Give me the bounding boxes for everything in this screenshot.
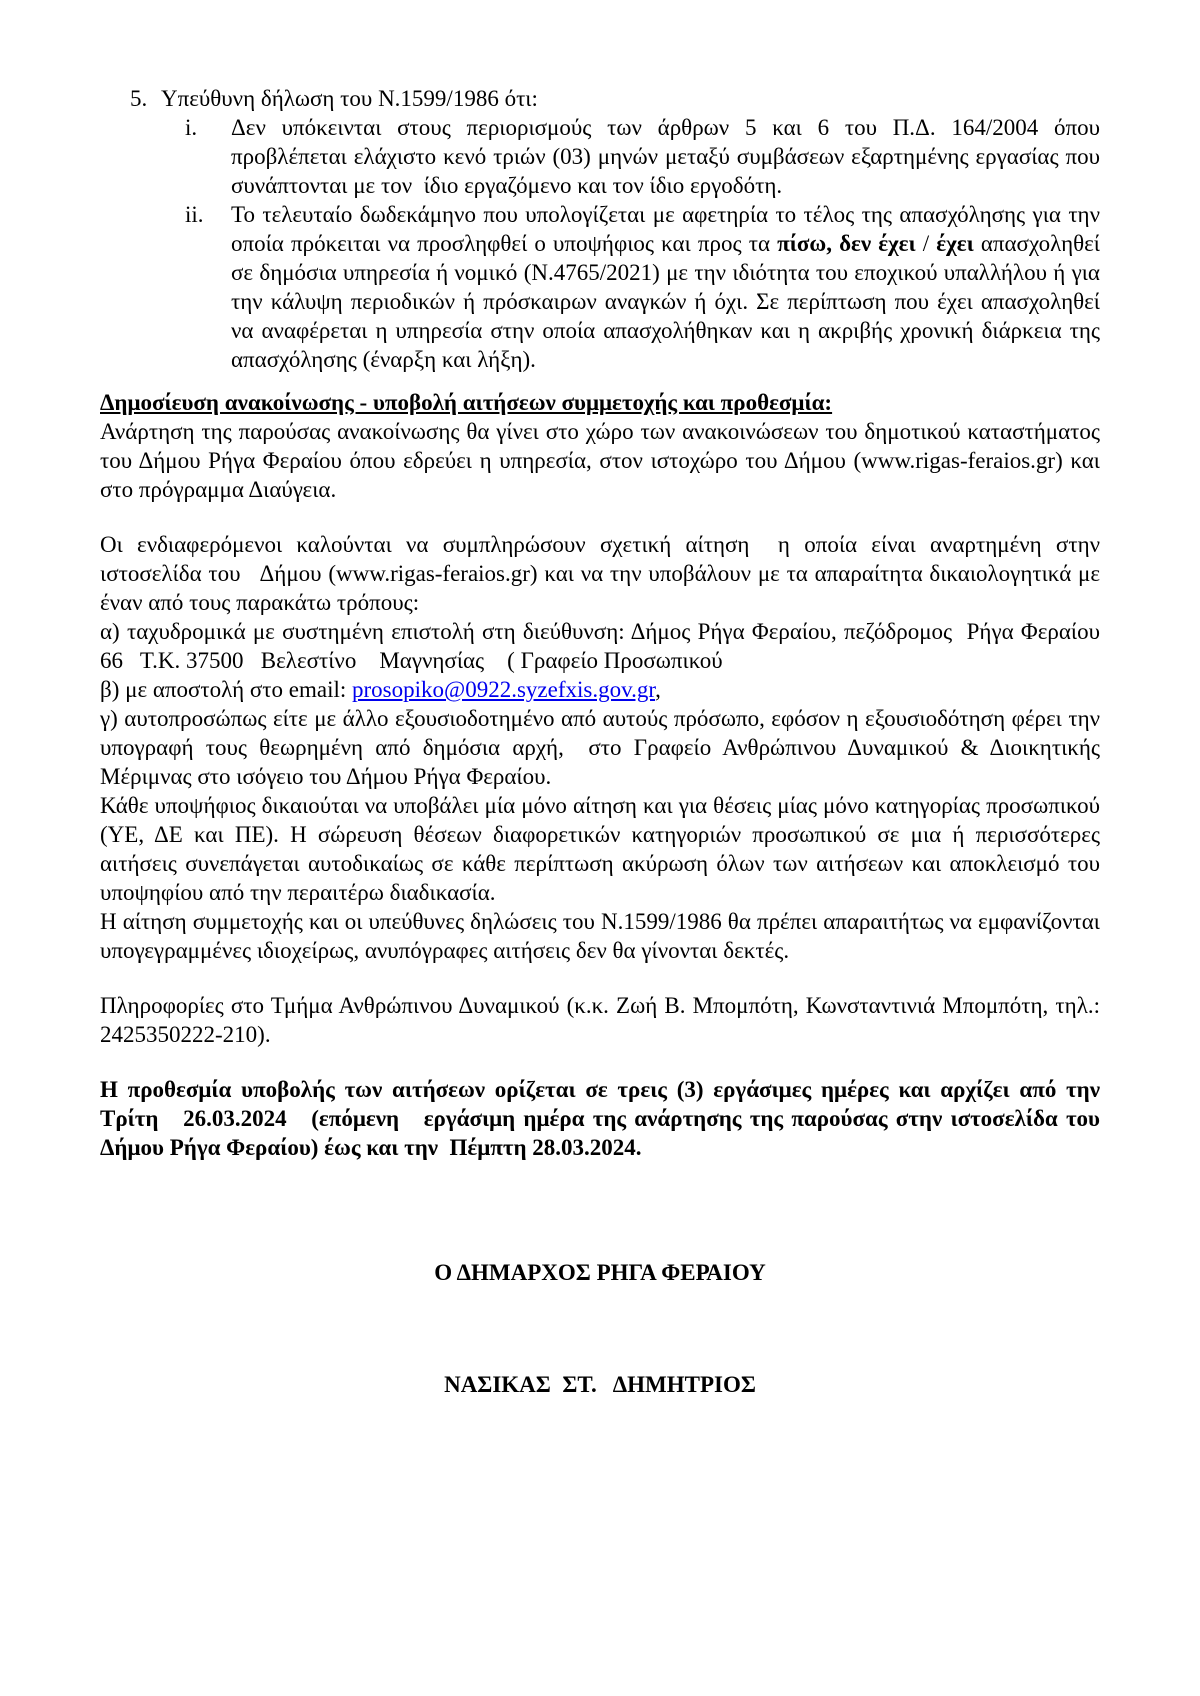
sub-item-i <box>100 113 1106 200</box>
single-application-paragraph: Κάθε υποψήφιος δικαιούται να υποβάλει μία μόνο αίτηση και για θέσεις μίας μόνο κατηγορίας προσωπικού (ΥΕ, ΔΕ και ΠΕ). Η σώρευση θέσεων διαφορετικών κατηγοριών προσωπικού σε μια ή περισσότερες αιτήσεις συνεπάγεται αυτοδικαίως σε κάθε περίπτωση ακύρωση όλων των αιτήσεων και αποκλεισμό του υποψηφίου από την περαιτέρω διαδικασία. <box>100 793 1106 905</box>
list-item-5-number: 5. <box>130 86 148 111</box>
sub-item-ii-bold-echei: έχει <box>936 231 974 256</box>
method-a-paragraph: α) ταχυδρομικά με συστημένη επιστολή στη διεύθυνση: Δήμος Ρήγα Φεραίου, πεζόδρομος Ρήγα Φεραίου 66 Τ.Κ. 37500 Βελεστίνο Μαγνησίας ( Γραφείο Προσωπικού <box>100 619 1106 673</box>
method-b-suffix: , <box>655 677 661 702</box>
method-c-paragraph: γ) αυτοπροσώπως είτε με άλλο εξουσιοδοτημένο από αυτούς πρόσωπο, εφόσον η εξουσιοδότηση φέρει την υπογραφή τους θεωρημένη από δημόσια αρχή, στο Γραφείο Ανθρώπινου Δυναμικού & Διοικητικής Μέριμνας στο ισόγειο του Δήμου Ρήγα Φεραίου. <box>100 706 1106 789</box>
sub-item-ii-text-part1: Το τελευταίο δωδεκάμηνο που υπολογίζεται με αφετηρία το τέλος της απασχόλησης για την οποία πρόκειται να προσληφθεί ο υποψήφιος και προς τα <box>231 202 1106 256</box>
list-item-5 <box>100 84 1100 113</box>
method-b-paragraph <box>100 675 1100 704</box>
signature-requirement-paragraph: Η αίτηση συμμετοχής και οι υπεύθυνες δηλώσεις του Ν.1599/1986 θα πρέπει απαραιτήτως να εμφανίζονται υπογεγραμμένες ιδιοχείρως, ανυπόγραφες αιτήσεις δεν θα γίνονται δεκτές. <box>100 909 1106 963</box>
list-item-5-title: Υπεύθυνη δήλωση του Ν.1599/1986 ότι: <box>161 86 538 111</box>
sub-item-ii-number: ii. <box>185 202 204 227</box>
email-link[interactable]: prosopiko@0922.syzefxis.gov.gr <box>352 677 656 702</box>
sub-item-ii <box>100 200 1106 374</box>
method-b-prefix: β) με αποστολή στο email: <box>100 677 353 702</box>
deadline-paragraph: Η προθεσμία υποβολής των αιτήσεων ορίζεται σε τρεις (3) εργάσιμες ημέρες και αρχίζει από την Τρίτη 26.03.2024 (επόμενη εργάσιμη ημέρα της ανάρτησης της παρούσας στην ιστοσελίδα του Δήμου Ρήγα Φεραίου) έως και την Πέμπτη 28.03.2024. <box>100 1077 1106 1160</box>
signature-name: ΝΑΣΙΚΑΣ ΣΤ. ΔΗΜΗΤΡΙΟΣ <box>444 1372 756 1397</box>
posting-paragraph: Ανάρτηση της παρούσας ανακοίνωσης θα γίνει στο χώρο των ανακοινώσεων του δημοτικού καταστήματος του Δήμου Ρήγα Φεραίου όπου εδρεύει η υπηρεσία, στον ιστοχώρο του Δήμου (www.rigas-feraios.gr) και στο πρόγραμμα Διαύγεια. <box>100 419 1106 502</box>
sub-item-ii-separator: / <box>915 231 937 256</box>
sub-item-ii-bold-den-echei: πίσω, δεν έχει <box>777 231 916 256</box>
sub-item-ii-text-part2: απασχοληθεί σε δημόσια υπηρεσία ή νομικό (Ν.4765/2021) με την ιδιότητα του εποχικού υπαλλήλου ή για την κάλυψη περιοδικών ή πρόσκαιρων αναγκών ή όχι. Σε περίπτωση που έχει απασχοληθεί να αναφέρεται η υπηρεσία στην οποία απασχολήθηκαν και η ακριβής χρονική διάρκεια της απασχόλησης (έναρξη και λήξη). <box>231 231 1106 372</box>
signature-title: Ο ΔΗΜΑΡΧΟΣ ΡΗΓΑ ΦΕΡΑΙΟΥ <box>434 1260 766 1285</box>
section-heading: Δημοσίευση ανακοίνωσης - υποβολή αιτήσεων συμμετοχής και προθεσμία: <box>100 390 833 415</box>
application-paragraph: Οι ενδιαφερόμενοι καλούνται να συμπληρώσουν σχετική αίτηση η οποία είναι αναρτημένη στην ιστοσελίδα του Δήμου (www.rigas-feraios.gr) και να την υποβάλουν με τα απαραίτητα δικαιολογητικά με έναν από τους παρακάτω τρόπους: <box>100 532 1106 615</box>
sub-item-ii-text <box>231 200 1106 374</box>
sub-item-i-number: i. <box>185 115 198 140</box>
sub-item-i-text: Δεν υπόκεινται στους περιορισμούς των άρθρων 5 και 6 του Π.Δ. 164/2004 όπου προβλέπεται ελάχιστο κενό τριών (03) μηνών μεταξύ συμβάσεων εξαρτημένης εργασίας που συνάπτονται με τον ίδιο εργαζόμενο και τον ίδιο εργοδότη. <box>231 115 1106 198</box>
info-paragraph: Πληροφορίες στο Τμήμα Ανθρώπινου Δυναμικού (κ.κ. Ζωή Β. Μπομπότη, Κωνσταντινιά Μπομπότη, τηλ.: 2425350222-210). <box>100 993 1106 1047</box>
